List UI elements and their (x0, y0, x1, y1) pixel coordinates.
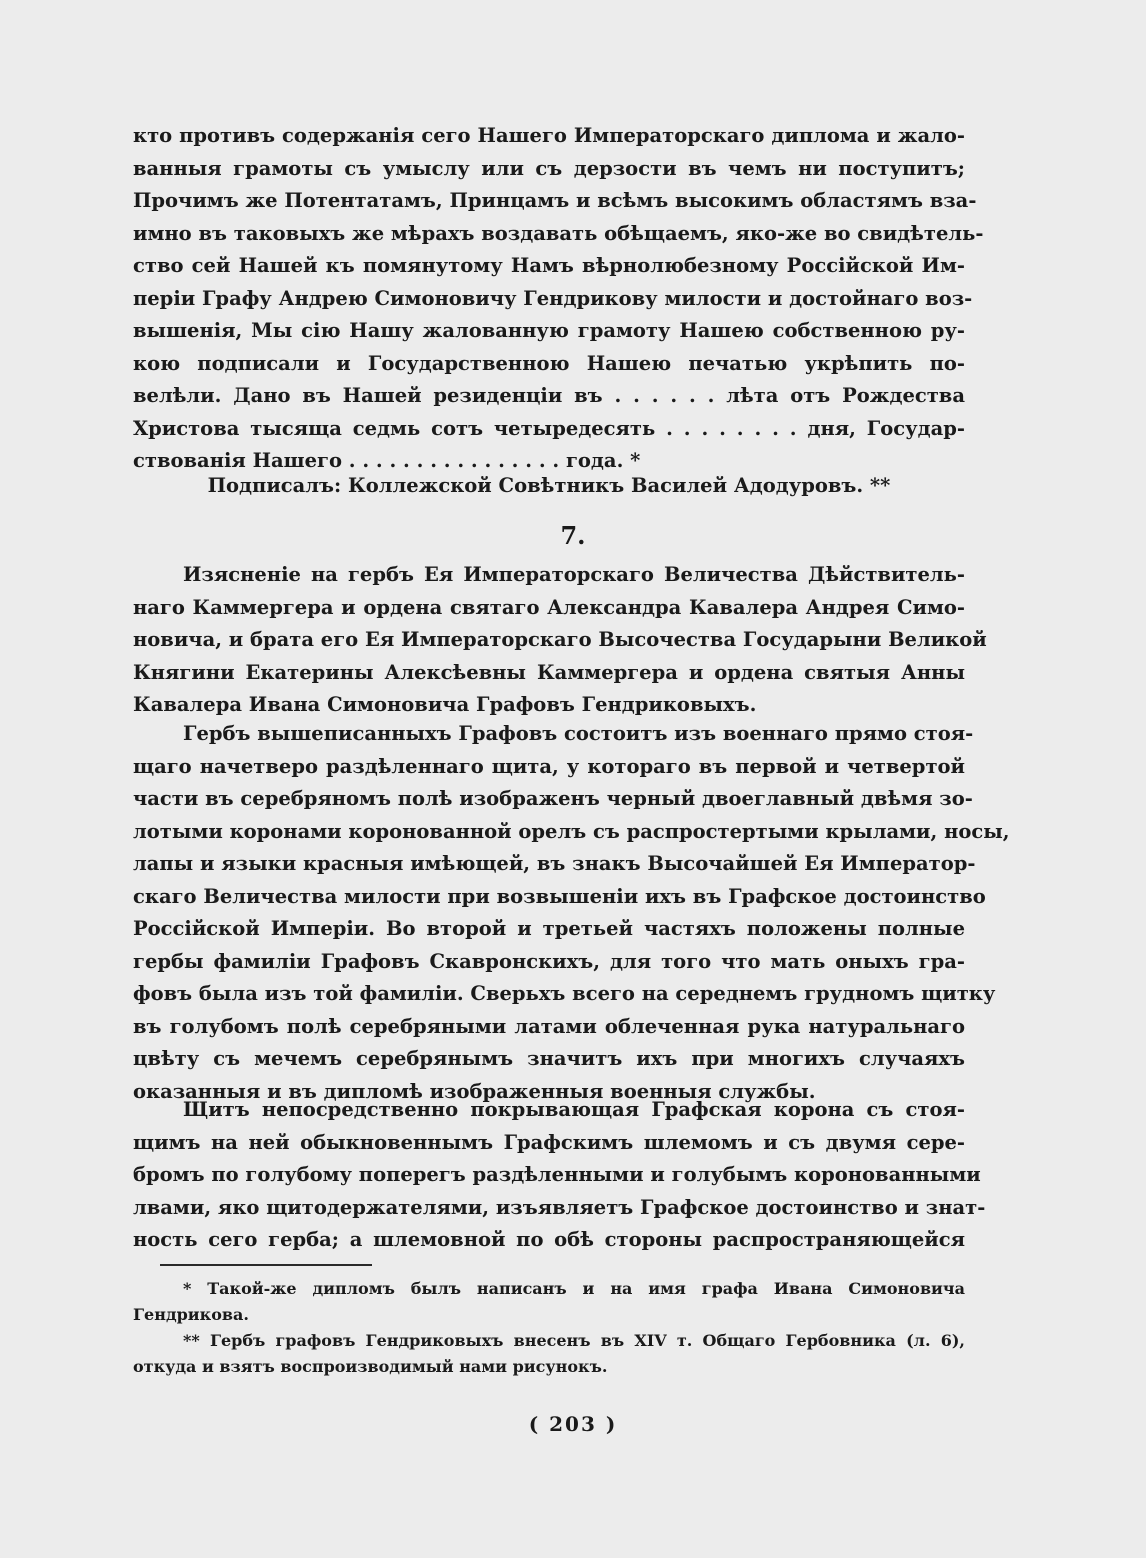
text-line: Княгини Екатерины Алексѣевны Каммергера и ордена святыя Анны (133, 660, 965, 684)
coat-of-arms-description-paragraph (133, 718, 1010, 1108)
text-line: Россійской Имперіи. Во второй и третьей частяхъ положены полные (133, 917, 965, 940)
footnotes (133, 1276, 965, 1380)
signature-line: Подписалъ: Коллежской Совѣтникъ Василей Адодуровъ. ** (207, 474, 891, 497)
text-line: Изясненіе на гербъ Ея Императорскаго Величества Дѣйствитель- (183, 563, 965, 586)
text-line: щаго начетверо раздѣленнаго щита, у котораго въ первой и четвертой (133, 754, 965, 778)
footnote-line: откуда и взятъ воспроизводимый нами рисунокъ. (133, 1357, 608, 1376)
text-line: оказанныя и въ дипломѣ изображенныя военныя службы. (133, 1079, 816, 1103)
text-line: ванныя грамоты съ умыслу или съ дерзости въ чемъ ни поступитъ; (133, 156, 965, 180)
shield-description-paragraph (133, 1094, 986, 1257)
text-line: наго Каммергера и ордена святаго Александра Кавалера Андрея Симо- (133, 595, 965, 619)
text-line: ность сего герба; а шлемовной по обѣ стороны распространяющейся (133, 1228, 965, 1251)
text-line: лотыми коронами коронованной орелъ съ распростертыми крылами, носы, (133, 819, 1010, 843)
diploma-closing-paragraph (133, 120, 984, 478)
text-line: лапы и языки красныя имѣющей, въ знакъ Высочайшей Ея Император- (133, 852, 976, 875)
text-line: Прочимъ же Потентатамъ, Принцамъ и всѣмъ высокимъ областямъ вза- (133, 189, 977, 212)
text-line: Христова тысяща седмь сотъ четыредесять . . . . . . . . дня, Государ- (133, 416, 965, 440)
text-line: ствованія Нашего . . . . . . . . . . . . . . . . года. * (133, 449, 641, 472)
text-line: періи Графу Андрею Симоновичу Гендрикову милости и достойнаго воз- (133, 286, 973, 310)
text-line: бромъ по голубому поперегъ раздѣленными и голубымъ коронованными (133, 1163, 981, 1186)
signature-block (133, 470, 965, 503)
text-line: Кавалера Ивана Симоновича Графовъ Гендриковыхъ. (133, 693, 757, 716)
footnote-line: * Такой-же дипломъ былъ написанъ и на имя графа Ивана Симоновича (183, 1279, 965, 1298)
section-number: 7. (560, 521, 586, 550)
text-line: части въ серебряномъ полѣ изображенъ черный двоеглавный двѣмя зо- (133, 787, 973, 810)
footnote-line: ** Гербъ графовъ Гендриковыхъ внесенъ въ XIV т. Общаго Гербовника (л. 6), (183, 1331, 965, 1350)
text-line: Щитъ непосредственно покрывающая Графская корона съ стоя- (183, 1098, 965, 1121)
text-line: въ голубомъ полѣ серебряными латами облеченная рука натуральнаго (133, 1014, 965, 1038)
text-line: фовъ была изъ той фамиліи. Сверьхъ всего на середнемъ грудномъ щитку (133, 982, 996, 1005)
footnote-line: Гендрикова. (133, 1305, 249, 1324)
text-line: вышенія, Мы сію Нашу жалованную грамоту Нашею собственною ру- (133, 319, 965, 342)
text-line: кто противъ содержанія сего Нашего Императорскаго диплома и жало- (133, 124, 965, 147)
text-line: Гербъ вышеписанныхъ Графовъ состоитъ изъ военнаго прямо стоя- (183, 722, 974, 745)
text-line: велѣли. Дано въ Нашей резиденціи въ . . . . . . лѣта отъ Рождества (133, 384, 965, 407)
page-number: ( 203 ) (528, 1412, 618, 1436)
text-line: цвѣту съ мечемъ серебрянымъ значитъ ихъ при многихъ случаяхъ (133, 1047, 965, 1070)
footnote-divider (160, 1264, 372, 1266)
text-line: щимъ на ней обыкновеннымъ Графскимъ шлемомъ и съ двумя сере- (133, 1130, 965, 1154)
text-line: кою подписали и Государственною Нашею печатью укрѣпить по- (133, 351, 965, 375)
text-line: скаго Величества милости при возвышеніи ихъ въ Графское достоинство (133, 884, 986, 908)
text-line: ство сей Нашей къ помянутому Намъ вѣрнолюбезному Россійской Им- (133, 254, 965, 277)
text-line: лвами, яко щитодержателями, изъявляетъ Графское достоинство и знат- (133, 1195, 986, 1219)
text-line: гербы фамиліи Графовъ Скавронскихъ, для того что мать оныхъ гра- (133, 949, 965, 973)
section-heading-paragraph (133, 559, 987, 722)
text-line: имно въ таковыхъ же мѣрахъ воздавать обѣщаемъ, яко-же во свидѣтель- (133, 221, 984, 245)
text-line: новича, и брата его Ея Императорскаго Высочества Государыни Великой (133, 628, 987, 651)
